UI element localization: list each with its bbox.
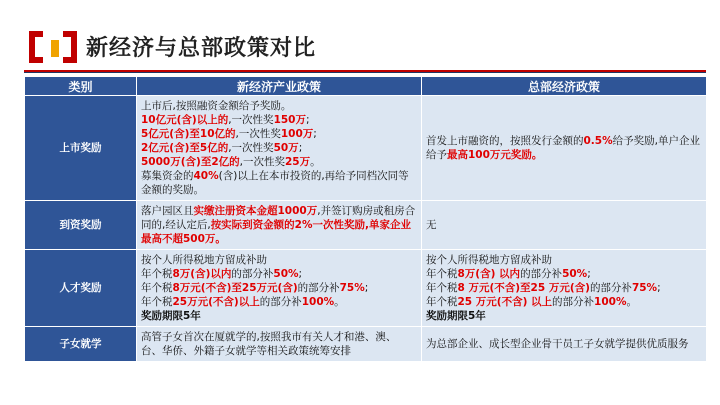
- cell-text: 为总部企业、成长型企业骨干员工子女就学提供优质服务: [426, 338, 689, 350]
- highlight-text: 50%: [562, 268, 588, 280]
- cell-line: [426, 281, 702, 295]
- policy-comparison-table: [24, 76, 707, 362]
- highlight-text: 最高100万元奖励。: [447, 149, 543, 161]
- cell-line: [141, 204, 417, 246]
- cell-text: ,一次性奖: [239, 156, 285, 168]
- cell-text: 年个税: [141, 282, 173, 294]
- cell-text: 无: [426, 219, 437, 231]
- highlight-text: 8万元(不含)至25万元(含): [172, 282, 298, 294]
- highlight-text: 25万: [284, 156, 311, 168]
- cell-text: 的部分补: [231, 268, 274, 280]
- cell-text: 上市后,按照融资金额给予奖励。: [141, 100, 292, 112]
- bold-text: 奖励期限5年: [141, 310, 201, 322]
- cell-text: ;: [657, 282, 661, 294]
- cell-line: [141, 155, 417, 169]
- cell-text: 落户园区且: [141, 205, 194, 217]
- cell-text: 年个税: [141, 268, 173, 280]
- cell-text: 的部分补: [589, 282, 632, 294]
- hq-cell: [422, 96, 707, 201]
- cell-line: [141, 267, 417, 281]
- cell-text: 。: [310, 156, 321, 168]
- cell-line: [141, 281, 417, 295]
- highlight-text: 2亿元(含)至5亿的: [141, 142, 229, 154]
- new-economy-cell: [137, 250, 422, 327]
- cell-text: 年个税: [426, 282, 458, 294]
- cell-line: [141, 309, 417, 323]
- highlight-text: 5000万(含)至2亿的: [141, 156, 240, 168]
- cell-text: ;: [298, 268, 303, 280]
- hq-cell: [422, 327, 707, 362]
- highlight-text: 100万: [280, 128, 314, 140]
- cell-text: ,并签订购房或租房合同的,经认定后,: [141, 205, 416, 231]
- cell-text: 的部分补: [520, 268, 563, 280]
- cell-line: [426, 309, 702, 323]
- cell-text: 的部分补: [259, 296, 302, 308]
- highlight-text: 75%: [339, 282, 365, 294]
- cell-line: [426, 295, 702, 309]
- cell-line: [426, 218, 702, 232]
- cell-text: 。: [626, 296, 637, 308]
- bold-text: 奖励期限5年: [426, 310, 486, 322]
- cell-line: [426, 337, 702, 351]
- table-row: [25, 250, 707, 327]
- highlight-text: 40%: [193, 170, 219, 182]
- cell-text: 给予奖励,单户企业给予: [426, 135, 700, 161]
- table-row: [25, 96, 707, 201]
- cell-line: [141, 295, 417, 309]
- header-new-economy: 新经济产业政策: [137, 77, 422, 96]
- highlight-text: 按实际到资金额的2%一次性奖励,单家企业最高不超500万。: [141, 219, 412, 245]
- cell-text: ;: [587, 268, 591, 280]
- table-row: [25, 201, 707, 250]
- highlight-text: 8 万元(不含)至25 万元(含): [457, 282, 590, 294]
- header-category: 类别: [25, 77, 137, 96]
- cell-text: 年个税: [141, 296, 173, 308]
- table-row: [25, 327, 707, 362]
- cell-text: ,一次性奖: [235, 128, 281, 140]
- cell-line: [141, 127, 417, 141]
- highlight-text: 50%: [273, 268, 299, 280]
- cell-text: 按个人所得税地方留成补助: [141, 254, 267, 266]
- cell-text: 按个人所得税地方留成补助: [426, 254, 552, 266]
- category-cell: 子女就学: [25, 327, 137, 362]
- hq-cell: [422, 201, 707, 250]
- cell-line: [426, 134, 702, 162]
- page-title: 新经济与总部政策对比: [86, 36, 317, 61]
- cell-text: 募集资金的: [141, 170, 194, 182]
- highlight-text: 150万: [273, 114, 306, 126]
- cell-line: [141, 330, 417, 358]
- table-header-row: [25, 77, 707, 96]
- cell-text: 高管子女首次在厦就学的,按照我市有关人才和港、澳、台、华侨、外籍子女就学等相关政策统筹安排: [141, 331, 397, 357]
- cell-text: ;: [305, 114, 310, 126]
- cell-line: [141, 253, 417, 267]
- cell-line: [141, 169, 417, 197]
- category-cell: 上市奖励: [25, 96, 137, 201]
- cell-text: 。: [334, 296, 345, 308]
- new-economy-cell: [137, 201, 422, 250]
- category-cell: 到资奖励: [25, 201, 137, 250]
- highlight-text: 8万(含) 以内: [457, 268, 521, 280]
- cell-line: [141, 99, 417, 113]
- new-economy-cell: [137, 96, 422, 201]
- cell-line: [141, 113, 417, 127]
- cell-text: 首发上市融资的，按照发行金额的: [426, 135, 584, 147]
- cell-text: 年个税: [426, 296, 458, 308]
- highlight-text: 100%: [594, 296, 627, 308]
- cell-text: ,一次性奖: [228, 114, 274, 126]
- highlight-text: 25万元(不含)以上: [172, 296, 260, 308]
- highlight-text: 100%: [301, 296, 335, 308]
- new-economy-cell: [137, 327, 422, 362]
- cell-text: ;: [364, 282, 369, 294]
- cell-text: (含)以上在本市投资的,再给予同档次同等金额的奖励。: [141, 170, 409, 196]
- cell-text: 年个税: [426, 268, 458, 280]
- highlight-text: 50万: [273, 142, 299, 154]
- highlight-text: 8万(含)以内: [172, 268, 232, 280]
- highlight-text: 25 万元(不含) 以上: [457, 296, 553, 308]
- highlight-text: 10亿元(含)以上的: [141, 114, 229, 126]
- category-cell: 人才奖励: [25, 250, 137, 327]
- cell-text: 的部分补: [297, 282, 340, 294]
- highlight-text: 75%: [631, 282, 658, 294]
- cell-text: ;: [313, 128, 317, 140]
- cell-text: ,一次性奖: [228, 142, 274, 154]
- highlight-text: 5亿元(含)至10亿的: [141, 128, 236, 140]
- header-hq: 总部经济政策: [422, 77, 707, 96]
- cell-line: [426, 267, 702, 281]
- title-divider-blue: [24, 72, 706, 73]
- hq-cell: [422, 250, 707, 327]
- brand-logo-icon: [29, 29, 79, 69]
- cell-text: ;: [298, 142, 303, 154]
- highlight-text: 0.5%: [583, 135, 613, 147]
- highlight-text: 实缴注册资本金超1000万: [193, 205, 318, 217]
- cell-text: 的部分补: [552, 296, 595, 308]
- cell-line: [141, 141, 417, 155]
- cell-line: [426, 253, 702, 267]
